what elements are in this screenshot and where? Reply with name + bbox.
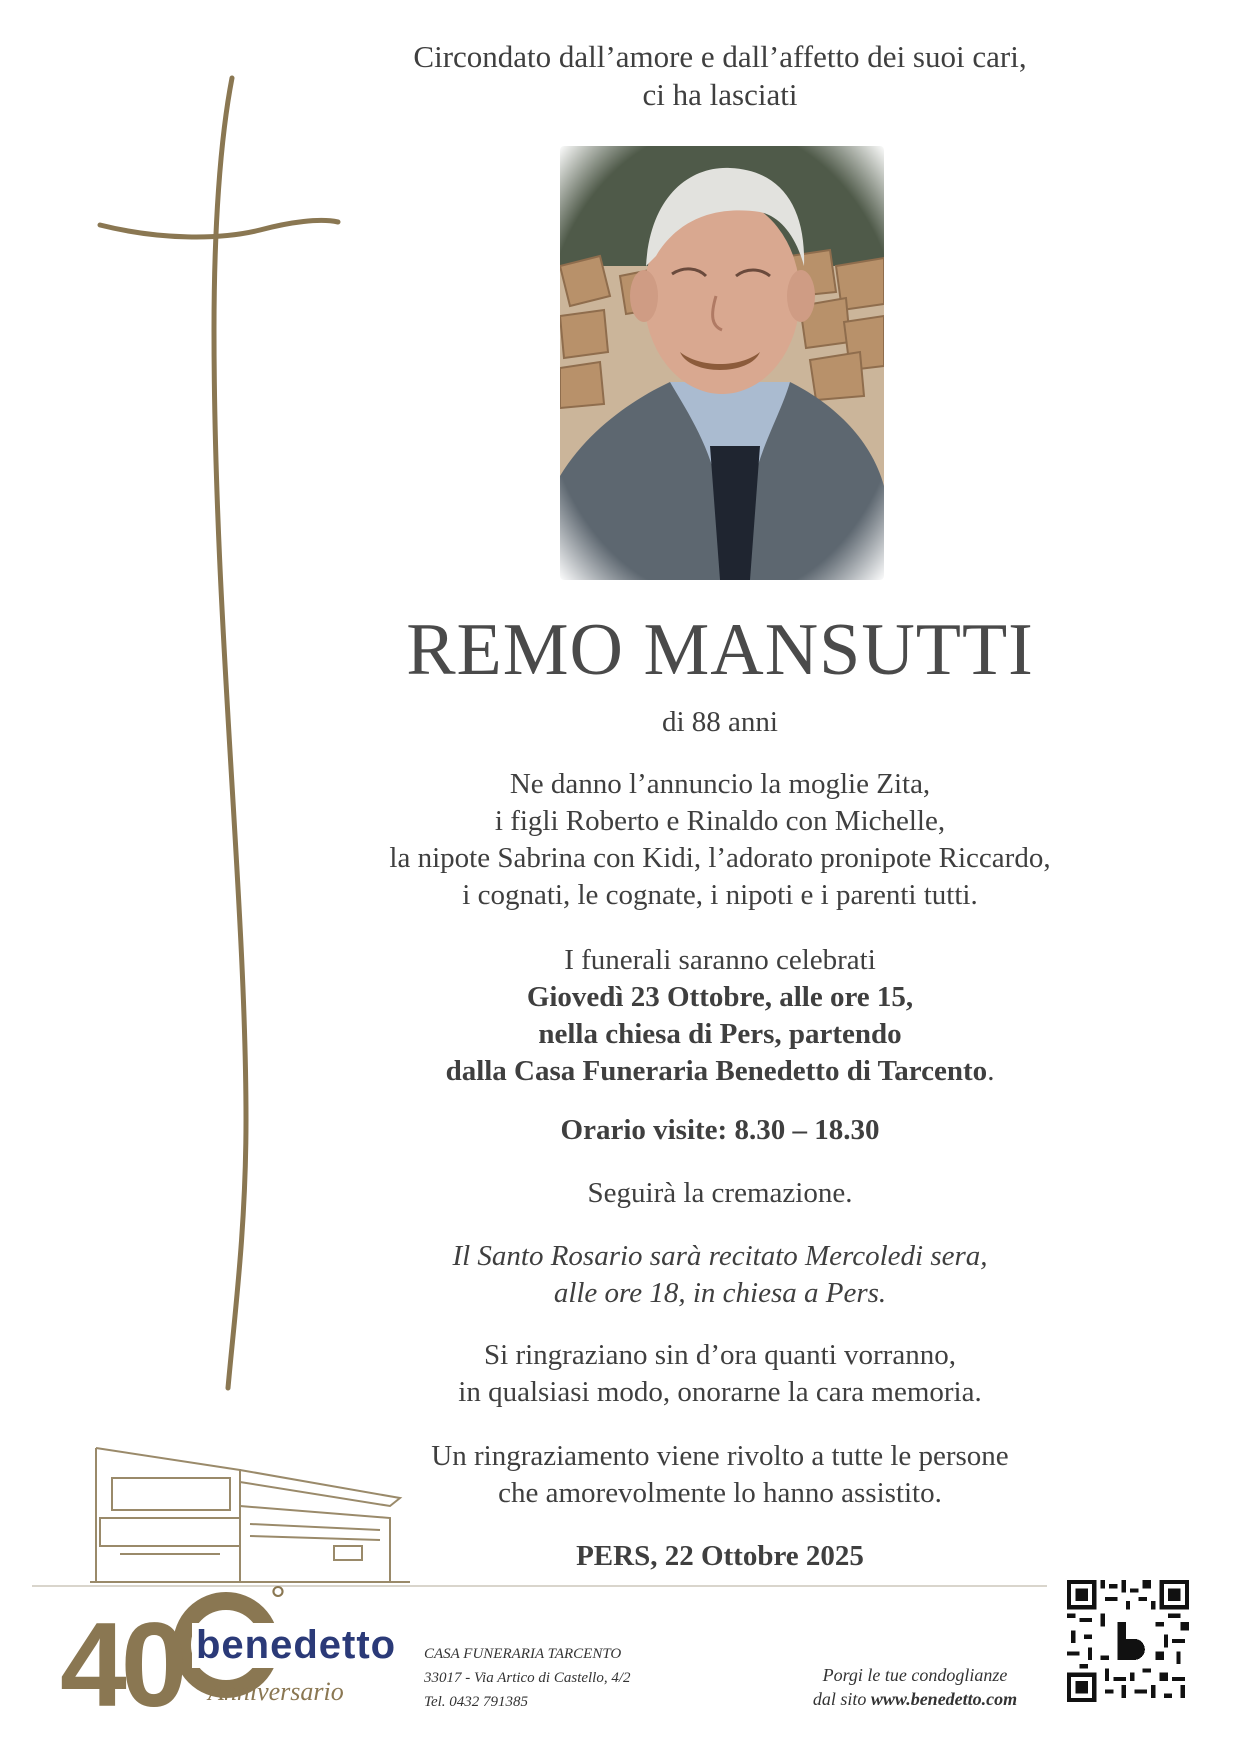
deceased-name: REMO MANSUTTI [406,609,1034,691]
portrait-photo [560,146,884,580]
thanks-line: Si ringraziano sin d’ora quanti vorranno, [484,1339,956,1371]
funeral-detail: Giovedì 23 Ottobre, alle ore 15, [526,981,914,1013]
funeral-detail: nella chiesa di Pers, partendo [538,1018,902,1050]
condolences-line: Porgi le tue condoglianze [822,1665,1008,1685]
rosary-note [330,1238,1110,1312]
cross-icon [0,0,360,1420]
intro-line: Circondato dall’amore e dall’affetto dei suoi cari, [413,39,1027,74]
visiting-hours: Orario visite: 8.30 – 18.30 [560,1114,880,1146]
rosary-line: alle ore 18, in chiesa a Pers. [553,1277,887,1309]
announcement-line: i cognati, le cognate, i nipoti e i parenti tutti. [462,879,978,911]
funeral-detail: dalla Casa Funeraria Benedetto di Tarcento [445,1055,988,1087]
thanks-line: in qualsiasi modo, onorarne la cara memoria. [458,1376,982,1408]
logo-brand: benedetto [192,1623,400,1668]
thanks-memory [330,1337,1110,1411]
announcement-block [330,766,1110,914]
thanks-care [330,1438,1110,1512]
address-line: 33017 - Via Artico di Castello, 4/2 [424,1670,631,1686]
thanks-line: Un ringraziamento viene rivolto a tutte le persone [431,1440,1009,1472]
logo [58,1579,397,1745]
thanks-line: che amorevolmente lo hanno assistito. [498,1477,942,1509]
address-line: Tel. 0432 791385 [424,1694,529,1710]
announcement-line: Ne danno l’annuncio la moglie Zita, [509,768,931,800]
cremation-note: Seguirà la cremazione. [587,1177,853,1209]
condolences-prefix: dal sito [812,1689,871,1709]
address-line: CASA FUNERARIA TARCENTO [424,1646,622,1662]
funeral-block [330,942,1110,1090]
website-link[interactable]: www.benedetto.com [870,1689,1018,1709]
deceased-age: di 88 anni [662,706,778,738]
logo-number: 40 [60,1598,182,1732]
intro-text [330,38,1110,114]
announcement-line: la nipote Sabrina con Kidi, l’adorato pronipote Riccardo, [389,842,1051,874]
announcement-line: i figli Roberto e Rinaldo con Michelle, [494,805,946,837]
logo-degree: ° [270,1579,286,1623]
place-date: PERS, 22 Ottobre 2025 [576,1540,864,1572]
funeral-period: . [987,1055,995,1087]
condolences-note [770,1663,1060,1711]
funeral-home-address [424,1642,631,1714]
qr-code-icon[interactable] [1067,1580,1189,1702]
funeral-detail-line [330,1053,1110,1090]
funeral-intro: I funerali saranno celebrati [564,944,876,976]
intro-line: ci ha lasciati [642,77,798,112]
rosary-line: Il Santo Rosario sarà recitato Mercoledi sera, [452,1240,988,1272]
building-icon [90,1440,410,1590]
logo-tagline: Anniversario [208,1677,344,1706]
condolences-line [770,1687,1060,1711]
